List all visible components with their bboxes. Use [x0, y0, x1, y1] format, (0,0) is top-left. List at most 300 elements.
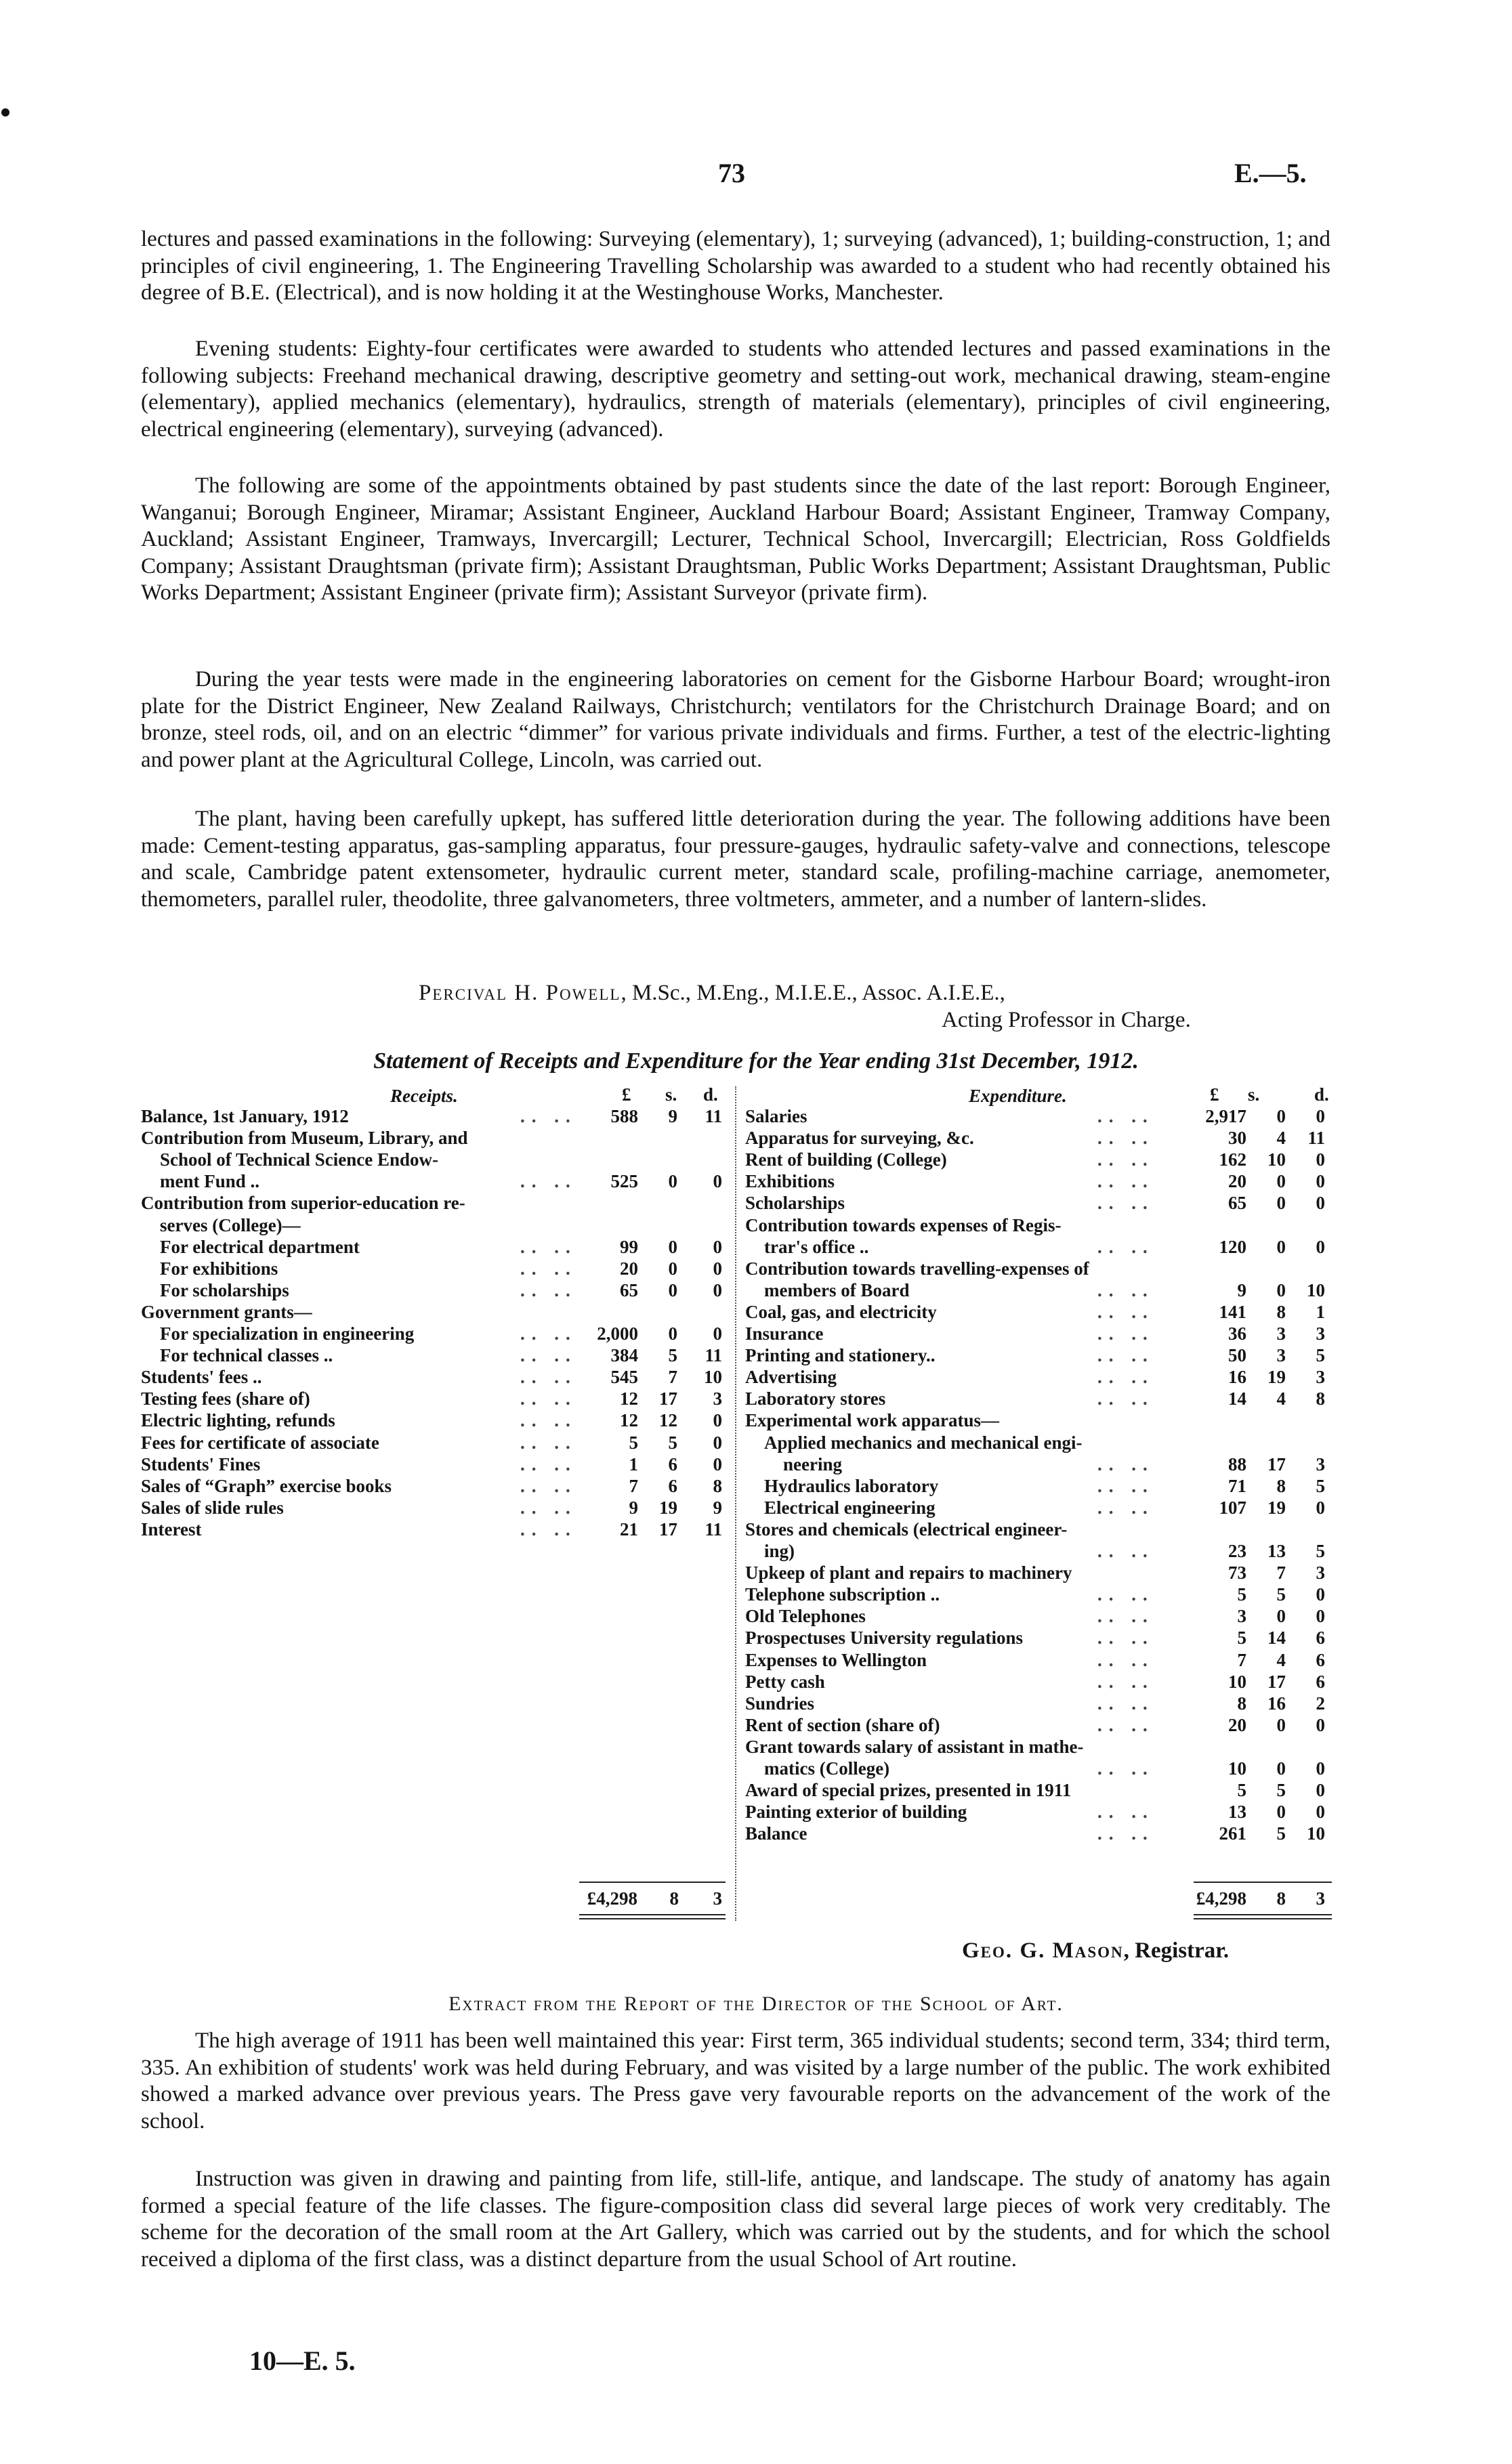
receipts-amount-pence: 10: [704, 1367, 722, 1388]
receipts-row: [141, 1106, 725, 1128]
receipts-item-label: Contribution from superior-education re-: [141, 1193, 465, 1214]
receipts-leader-dots: .. ..: [520, 1236, 577, 1257]
paragraph-scholarship: lectures and passed examinations in the following: Surveying (elementary), 1; surveying (advanced), 1; building-construction, 1; and principles of civil engineering, 1. The Engineering Travelling Scholarship was awarded to a student who had recently obtained his degree of B.E. (Electrical), and is now holding it at the Westinghouse Works, Manchester.: [141, 227, 1330, 305]
receipts-amount-shillings: 17: [659, 1518, 677, 1539]
receipts-item-label: Electric lighting, refunds: [141, 1410, 335, 1431]
expenditure-row: [745, 1606, 1332, 1628]
expenditure-item-label: Salaries: [745, 1106, 807, 1126]
receipts-leader-dots: .. ..: [520, 1171, 577, 1192]
expenditure-leader-dots: .. ..: [1097, 1367, 1154, 1388]
receipts-leader-dots: .. ..: [520, 1323, 577, 1344]
signatory-qualifications: , M.Sc., M.Eng., M.I.E.E., Assoc. A.I.E.E.,: [621, 981, 1005, 1005]
receipts-leader-dots: .. ..: [520, 1518, 577, 1539]
paragraph-school-of-art-instruction: Instruction was given in drawing and painting from life, still-life, antique, and landscape. The study of anatomy has again formed a special feature of the life classes. The figure-composition class did several large pieces of work very creditably. The scheme for the decoration of the small room at the Art Gallery, which was carried out by the students, and for which the school received a diploma of the first class, was a distinct departure from the usual School of Art routine.: [141, 2167, 1330, 2272]
expenditure-leader-dots: .. ..: [1097, 1106, 1154, 1126]
receipts-amount-shillings: 17: [659, 1388, 677, 1409]
expenditure-item-label: Expenses to Wellington: [745, 1649, 927, 1670]
expenditure-leader-dots: .. ..: [1097, 1128, 1154, 1149]
receipts-row: [141, 1476, 725, 1497]
expenditure-amount-shillings: 8: [1276, 1475, 1286, 1496]
expenditure-item-label: Grant towards salary of assistant in mathe-: [745, 1736, 1084, 1757]
expenditure-item-label: Prospectuses University regulations: [745, 1628, 1023, 1649]
receipts-row: [141, 1410, 725, 1432]
expenditure-amount-pounds: 71: [1228, 1475, 1246, 1496]
receipts-leader-dots: .. ..: [520, 1367, 577, 1388]
receipts-pound-head: £: [622, 1084, 631, 1105]
expenditure-amount-shillings: 3: [1276, 1323, 1286, 1344]
expenditure-amount-pence: 3: [1316, 1323, 1325, 1344]
expenditure-row: [745, 1323, 1332, 1345]
receipts-leader-dots: .. ..: [520, 1497, 577, 1518]
expenditure-row: [745, 1302, 1332, 1323]
receipts-amount-pounds: 99: [620, 1236, 638, 1257]
receipts-row: [141, 1519, 725, 1541]
expenditure-item-label: Printing and stationery..: [745, 1345, 936, 1366]
expenditure-amount-pounds: 88: [1228, 1453, 1246, 1474]
expenditure-leader-dots: .. ..: [1097, 1301, 1154, 1322]
expenditure-amount-pounds: 7: [1237, 1649, 1246, 1670]
receipts-amount-shillings: 19: [659, 1497, 677, 1518]
expenditure-amount-pounds: 10: [1228, 1758, 1246, 1779]
expenditure-amount-pounds: 2,917: [1205, 1106, 1246, 1126]
expenditure-leader-dots: .. ..: [1097, 1714, 1154, 1735]
receipts-item-label: Contribution from Museum, Library, and: [141, 1128, 468, 1149]
receipts-item-label: Fees for certificate of associate: [141, 1432, 379, 1453]
registrar-title: , Registrar.: [1123, 1938, 1230, 1963]
expenditure-leader-dots: .. ..: [1097, 1823, 1154, 1844]
receipts-column: [141, 1106, 725, 1580]
expenditure-amount-pounds: 20: [1228, 1171, 1246, 1192]
statement-title: Statement of Receipts and Expenditure for the Year ending 31st December, 1912.: [373, 1048, 1139, 1074]
receipts-total-pounds: £4,298: [587, 1888, 637, 1909]
expenditure-amount-pence: 0: [1316, 1106, 1325, 1126]
expenditure-leader-dots: .. ..: [1097, 1758, 1154, 1779]
expenditure-leader-dots: .. ..: [1097, 1323, 1154, 1344]
expenditure-row: [745, 1367, 1332, 1388]
expenditure-amount-shillings: 14: [1267, 1628, 1286, 1649]
expenditure-amount-shillings: 10: [1267, 1149, 1286, 1170]
receipts-leader-dots: .. ..: [520, 1258, 577, 1279]
receipts-amount-pence: 0: [713, 1410, 722, 1431]
expenditure-amount-shillings: 0: [1276, 1193, 1286, 1214]
expenditure-amount-pence: 6: [1316, 1649, 1325, 1670]
expenditure-amount-pence: 5: [1316, 1475, 1325, 1496]
expenditure-row: [745, 1432, 1332, 1454]
expenditure-amount-shillings: 13: [1267, 1541, 1286, 1561]
receipts-row: [141, 1497, 725, 1519]
receipts-amount-shillings: 0: [668, 1236, 677, 1257]
expenditure-amount-pounds: 30: [1228, 1128, 1246, 1149]
paragraph-plant: The plant, having been carefully upkept, has suffered little deterioration during the year. The following additions have been made: Cement-testing apparatus, gas-sampling apparatus, four pressure-gauges, hydraulic safety-valve and connections, telescope and scale, Cambridge patent extensometer, hydraulic current meter, standard scale, profiling-machine carriage, anemometer, themometers, parallel ruler, theodolite, three galvanometers, three voltmeters, ammeter, and a number of lantern-slides.: [141, 807, 1330, 912]
expenditure-amount-pounds: 10: [1228, 1671, 1246, 1692]
receipts-item-label: ment Fund ..: [160, 1171, 260, 1192]
receipts-total-shillings: 8: [669, 1888, 679, 1909]
expenditure-leader-dots: .. ..: [1097, 1345, 1154, 1366]
receipts-row: [141, 1171, 725, 1193]
receipts-pence-head: d.: [703, 1084, 718, 1105]
expenditure-amount-pounds: 50: [1228, 1345, 1246, 1366]
expenditure-amount-pence: 2: [1316, 1693, 1325, 1714]
receipts-amount-pounds: 20: [620, 1258, 638, 1279]
expenditure-row: [745, 1802, 1332, 1823]
receipts-amount-pounds: 7: [629, 1475, 638, 1496]
expenditure-item-label: Sundries: [745, 1693, 815, 1714]
expenditure-row: [745, 1280, 1332, 1302]
receipts-item-label: Sales of slide rules: [141, 1497, 284, 1518]
expenditure-amount-pence: 3: [1316, 1367, 1325, 1388]
expenditure-row: [745, 1737, 1332, 1758]
expenditure-item-label: trar's office ..: [764, 1236, 869, 1257]
receipts-item-label: Students' Fines: [141, 1453, 261, 1474]
expenditure-leader-dots: .. ..: [1097, 1628, 1154, 1649]
expenditure-row: [745, 1149, 1332, 1171]
expenditure-amount-shillings: 0: [1276, 1606, 1286, 1627]
expenditure-item-label: Award of special prizes, presented in 1911: [745, 1780, 1072, 1801]
expenditure-amount-shillings: 4: [1276, 1388, 1286, 1409]
expenditure-total-double-rule-1: [1194, 1914, 1332, 1915]
expenditure-leader-dots: .. ..: [1097, 1171, 1154, 1192]
expenditure-amount-shillings: 19: [1267, 1497, 1286, 1518]
expenditure-row: [745, 1650, 1332, 1672]
expenditure-row: [745, 1693, 1332, 1715]
expenditure-amount-shillings: 3: [1276, 1345, 1286, 1366]
receipts-row: [141, 1388, 725, 1410]
receipts-amount-shillings: 0: [668, 1323, 677, 1344]
receipts-amount-pence: 11: [705, 1106, 722, 1126]
expenditure-leader-dots: .. ..: [1097, 1693, 1154, 1714]
receipts-heading: Receipts.: [390, 1086, 458, 1106]
receipts-total-pence: 3: [713, 1888, 722, 1909]
expenditure-amount-pence: 8: [1316, 1388, 1325, 1409]
expenditure-row: [745, 1519, 1332, 1541]
receipts-amount-shillings: 0: [668, 1258, 677, 1279]
expenditure-total-double-rule-2: [1194, 1918, 1332, 1919]
receipts-leader-dots: .. ..: [520, 1106, 577, 1126]
receipts-amount-shillings: 0: [668, 1279, 677, 1300]
receipts-amount-pence: 8: [713, 1475, 722, 1496]
paragraph-appointments: The following are some of the appointments obtained by past students since the date of the last report: Borough Engineer, Wanganui; Borough Engineer, Miramar; Assistant Engineer, Auckland Harbour Board; Assistant Engineer, Tramway Company, Auckland; Assistant Engineer, Tramways, Invercargill; Lecturer, Technical School, Invercargill; Electrician, Ross Goldfields Company; Assistant Draughtsman (private firm); Assistant Draughtsman, Public Works Department; Assistant Draughtsman, Public Works Department; Assistant Engineer (private firm); Assistant Surveyor (private firm).: [141, 473, 1330, 605]
receipts-row: [141, 1367, 725, 1388]
receipts-amount-shillings: 12: [659, 1410, 677, 1431]
expenditure-leader-dots: .. ..: [1097, 1193, 1154, 1214]
receipts-amount-pounds: 2,000: [597, 1323, 638, 1344]
receipts-leader-dots: .. ..: [520, 1453, 577, 1474]
expenditure-amount-pence: 0: [1316, 1780, 1325, 1801]
expenditure-amount-pounds: 23: [1228, 1541, 1246, 1561]
expenditure-amount-shillings: 8: [1276, 1301, 1286, 1322]
expenditure-item-label: Contribution towards travelling-expenses of: [745, 1258, 1089, 1279]
expenditure-row: [745, 1258, 1332, 1280]
expenditure-row: [745, 1128, 1332, 1149]
expenditure-amount-pounds: 65: [1228, 1193, 1246, 1214]
signatory-title: Acting Professor in Charge.: [942, 1008, 1191, 1032]
receipts-row: [141, 1302, 725, 1323]
expenditure-leader-dots: .. ..: [1097, 1649, 1154, 1670]
receipts-leader-dots: .. ..: [520, 1388, 577, 1409]
expenditure-amount-pounds: 73: [1228, 1563, 1246, 1584]
receipts-amount-shillings: 9: [668, 1106, 677, 1126]
paragraph-tests: During the year tests were made in the engineering laboratories on cement for the Gisborne Harbour Board; wrought-iron plate for the District Engineer, New Zealand Railways, Christchurch; ventilators for the Christchurch Drainage Board; and on bronze, steel rods, oil, and on an electric “dimmer” for various private individuals and firms. Further, a test of the electric-lighting and power plant at the Agricultural College, Lincoln, was carried out.: [141, 667, 1330, 772]
expenditure-amount-shillings: 16: [1267, 1693, 1286, 1714]
expenditure-amount-pence: 0: [1316, 1584, 1325, 1605]
expenditure-amount-pence: 0: [1316, 1149, 1325, 1170]
receipts-total-rule: [579, 1882, 726, 1883]
receipts-amount-pounds: 21: [620, 1518, 638, 1539]
expenditure-row: [745, 1193, 1332, 1214]
expenditure-item-label: Balance: [745, 1823, 807, 1844]
expenditure-row: [745, 1823, 1332, 1845]
signatory-name: Percival H. Powell: [419, 981, 621, 1005]
expenditure-leader-dots: .. ..: [1097, 1584, 1154, 1605]
receipts-amount-pence: 11: [705, 1345, 722, 1366]
receipts-total-double-rule-2: [579, 1918, 726, 1919]
expenditure-item-label: ing): [764, 1541, 795, 1561]
section-heading: Extract from the Report of the Director of the School of Art.: [448, 1993, 1064, 2015]
receipts-amount-pence: 0: [713, 1236, 722, 1257]
expenditure-amount-pounds: 5: [1237, 1780, 1246, 1801]
expenditure-row: [745, 1388, 1332, 1410]
expenditure-item-label: Scholarships: [745, 1193, 845, 1214]
expenditure-row: [745, 1410, 1332, 1432]
expenditure-leader-dots: .. ..: [1097, 1671, 1154, 1692]
expenditure-row: [745, 1758, 1332, 1780]
expenditure-leader-dots: .. ..: [1097, 1388, 1154, 1409]
expenditure-amount-shillings: 5: [1276, 1584, 1286, 1605]
expenditure-item-label: Rent of building (College): [745, 1149, 947, 1170]
registrar-name: Geo. G. Mason: [962, 1938, 1124, 1963]
expenditure-item-label: Hydraulics laboratory: [764, 1475, 939, 1496]
receipts-amount-pence: 0: [713, 1453, 722, 1474]
expenditure-leader-dots: .. ..: [1097, 1149, 1154, 1170]
expenditure-amount-pence: 0: [1316, 1758, 1325, 1779]
receipts-item-label: For electrical department: [160, 1236, 360, 1257]
expenditure-total-shillings: 8: [1276, 1888, 1286, 1909]
expenditure-amount-shillings: 5: [1276, 1780, 1286, 1801]
receipts-amount-pence: 0: [713, 1432, 722, 1453]
expenditure-amount-pounds: 5: [1237, 1628, 1246, 1649]
expenditure-amount-pence: 0: [1316, 1193, 1325, 1214]
expenditure-row: [745, 1106, 1332, 1128]
page-number: 73: [718, 158, 745, 188]
receipts-amount-pounds: 384: [610, 1345, 638, 1366]
signature-mason: [962, 1937, 1229, 1964]
receipts-item-label: For scholarships: [160, 1279, 289, 1300]
receipts-amount-pence: 0: [713, 1279, 722, 1300]
document-reference: E.—5.: [1234, 158, 1307, 188]
expenditure-amount-shillings: 17: [1267, 1453, 1286, 1474]
receipts-row: [141, 1432, 725, 1454]
receipts-amount-pence: 9: [713, 1497, 722, 1518]
expenditure-item-label: members of Board: [764, 1279, 910, 1300]
expenditure-item-label: Apparatus for surveying, &c.: [745, 1128, 974, 1149]
receipts-amount-pounds: 12: [620, 1410, 638, 1431]
expenditure-amount-pence: 10: [1307, 1823, 1325, 1844]
expenditure-amount-pence: 5: [1316, 1345, 1325, 1366]
expenditure-amount-pounds: 13: [1228, 1802, 1246, 1823]
receipts-item-label: serves (College)—: [160, 1214, 301, 1235]
expenditure-item-label: Experimental work apparatus—: [745, 1410, 1000, 1431]
receipts-amount-shillings: 6: [668, 1453, 677, 1474]
expenditure-amount-pence: 5: [1316, 1541, 1325, 1561]
expenditure-item-label: Contribution towards expenses of Regis-: [745, 1214, 1062, 1235]
expenditure-amount-pence: 11: [1307, 1128, 1325, 1149]
expenditure-amount-pence: 1: [1316, 1301, 1325, 1322]
receipts-amount-shillings: 7: [668, 1367, 677, 1388]
expenditure-row: [745, 1715, 1332, 1737]
receipts-amount-pence: 0: [713, 1258, 722, 1279]
expenditure-amount-pounds: 261: [1219, 1823, 1246, 1844]
expenditure-amount-shillings: 0: [1276, 1171, 1286, 1192]
receipts-row: [141, 1454, 725, 1476]
expenditure-leader-dots: .. ..: [1097, 1475, 1154, 1496]
expenditure-amount-shillings: 19: [1267, 1367, 1286, 1388]
expenditure-item-label: Old Telephones: [745, 1606, 866, 1627]
expenditure-amount-pounds: 5: [1237, 1584, 1246, 1605]
expenditure-amount-pence: 0: [1316, 1714, 1325, 1735]
receipts-amount-pounds: 9: [629, 1497, 638, 1518]
receipts-row: [141, 1345, 725, 1367]
receipts-item-label: Students' fees ..: [141, 1367, 262, 1388]
receipts-leader-dots: .. ..: [520, 1410, 577, 1431]
expenditure-pence-head: d.: [1314, 1084, 1329, 1105]
receipts-leader-dots: .. ..: [520, 1279, 577, 1300]
receipts-leader-dots: .. ..: [520, 1345, 577, 1366]
expenditure-item-label: Upkeep of plant and repairs to machinery: [745, 1563, 1072, 1584]
expenditure-amount-pence: 0: [1316, 1171, 1325, 1192]
receipts-shilling-head: s.: [665, 1084, 677, 1105]
expenditure-amount-pence: 3: [1316, 1563, 1325, 1584]
expenditure-row: [745, 1237, 1332, 1258]
expenditure-item-label: Petty cash: [745, 1671, 825, 1692]
expenditure-total-rule: [1194, 1882, 1332, 1883]
receipts-row: [141, 1323, 725, 1345]
receipts-amount-pounds: 545: [610, 1367, 638, 1388]
receipts-amount-pence: 0: [713, 1323, 722, 1344]
expenditure-row: [745, 1454, 1332, 1476]
expenditure-shilling-head: s.: [1248, 1084, 1260, 1105]
expenditure-item-label: Laboratory stores: [745, 1388, 886, 1409]
expenditure-leader-dots: .. ..: [1097, 1802, 1154, 1823]
expenditure-amount-shillings: 0: [1276, 1236, 1286, 1257]
paragraph-evening-students: Evening students: Eighty-four certificates were awarded to students who attended lectures and passed examinations in the following subjects: Freehand mechanical drawing, descriptive geometry and setting-out work, mechanical drawing, steam-engine (elementary), applied mechanics (elementary), hydraulics, strength of materials (elementary), principles of civil engineering, electrical engineering (elementary), surveying (advanced).: [141, 337, 1330, 442]
expenditure-item-label: matics (College): [764, 1758, 890, 1779]
expenditure-pound-head: £: [1210, 1084, 1219, 1105]
receipts-row: [141, 1258, 725, 1280]
expenditure-amount-shillings: 7: [1276, 1563, 1286, 1584]
receipts-item-label: Balance, 1st January, 1912: [141, 1106, 349, 1126]
paragraph-school-of-art-attendance: The high average of 1911 has been well maintained this year: First term, 365 individual students; second term, 334; third term, 335. An exhibition of students' work was held during February, and was visited by a large number of the public. The work exhibited showed a marked advance over previous years. The Press gave very favourable reports on the advancement of the work of the school.: [141, 2028, 1330, 2133]
expenditure-amount-pence: 10: [1307, 1279, 1325, 1300]
expenditure-amount-pence: 0: [1316, 1497, 1325, 1518]
expenditure-row: [745, 1476, 1332, 1497]
receipts-row: [141, 1280, 725, 1302]
expenditure-total-pence: 3: [1316, 1888, 1325, 1909]
expenditure-leader-dots: .. ..: [1097, 1453, 1154, 1474]
expenditure-leader-dots: .. ..: [1097, 1606, 1154, 1627]
receipts-row: [141, 1237, 725, 1258]
expenditure-amount-shillings: 0: [1276, 1279, 1286, 1300]
expenditure-leader-dots: .. ..: [1097, 1236, 1154, 1257]
receipts-row: [141, 1149, 725, 1171]
expenditure-amount-shillings: 0: [1276, 1106, 1286, 1126]
receipts-amount-shillings: 5: [668, 1345, 677, 1366]
expenditure-amount-shillings: 4: [1276, 1649, 1286, 1670]
expenditure-leader-dots: .. ..: [1097, 1497, 1154, 1518]
expenditure-amount-shillings: 17: [1267, 1671, 1286, 1692]
receipts-item-label: Testing fees (share of): [141, 1388, 310, 1409]
expenditure-amount-shillings: 4: [1276, 1128, 1286, 1149]
receipts-leader-dots: .. ..: [520, 1432, 577, 1453]
expenditure-item-label: Stores and chemicals (electrical engineer-: [745, 1518, 1068, 1539]
receipts-item-label: For exhibitions: [160, 1258, 278, 1279]
expenditure-amount-pounds: 3: [1237, 1606, 1246, 1627]
receipts-amount-pence: 11: [705, 1518, 722, 1539]
receipts-amount-pence: 0: [713, 1171, 722, 1192]
receipts-total-double-rule-1: [579, 1914, 726, 1915]
expenditure-amount-shillings: 0: [1276, 1802, 1286, 1823]
expenditure-amount-pence: 6: [1316, 1628, 1325, 1649]
expenditure-amount-pounds: 8: [1237, 1693, 1246, 1714]
expenditure-amount-pounds: 9: [1237, 1279, 1246, 1300]
receipts-item-label: Sales of “Graph” exercise books: [141, 1475, 392, 1496]
expenditure-item-label: Rent of section (share of): [745, 1714, 940, 1735]
expenditure-amount-pounds: 36: [1228, 1323, 1246, 1344]
expenditure-amount-pence: 6: [1316, 1671, 1325, 1692]
expenditure-amount-pounds: 120: [1219, 1236, 1246, 1257]
expenditure-item-label: Coal, gas, and electricity: [745, 1301, 937, 1322]
expenditure-row: [745, 1497, 1332, 1519]
expenditure-amount-pounds: 14: [1228, 1388, 1246, 1409]
receipts-item-label: For technical classes ..: [160, 1345, 333, 1366]
expenditure-amount-pounds: 20: [1228, 1714, 1246, 1735]
receipts-row: [141, 1193, 725, 1214]
expenditure-row: [745, 1345, 1332, 1367]
expenditure-amount-pounds: 16: [1228, 1367, 1246, 1388]
receipts-amount-pence: 3: [713, 1388, 722, 1409]
expenditure-heading: Expenditure.: [969, 1086, 1067, 1106]
expenditure-row: [745, 1584, 1332, 1606]
expenditure-item-label: Exhibitions: [745, 1171, 835, 1192]
receipts-item-label: Interest: [141, 1518, 202, 1539]
expenditure-row: [745, 1171, 1332, 1193]
expenditure-amount-pounds: 107: [1219, 1497, 1246, 1518]
expenditure-row: [745, 1780, 1332, 1802]
expenditure-amount-shillings: 0: [1276, 1714, 1286, 1735]
column-divider: [735, 1086, 738, 1921]
expenditure-amount-shillings: 0: [1276, 1758, 1286, 1779]
expenditure-item-label: neering: [783, 1453, 842, 1474]
expenditure-row: [745, 1563, 1332, 1584]
receipts-amount-pounds: 525: [610, 1171, 638, 1192]
expenditure-total-pounds: £4,298: [1196, 1888, 1246, 1909]
receipts-item-label: Government grants—: [141, 1301, 312, 1322]
expenditure-item-label: Telephone subscription ..: [745, 1584, 940, 1605]
expenditure-item-label: Applied mechanics and mechanical engi-: [764, 1432, 1083, 1453]
receipts-item-label: School of Technical Science Endow-: [160, 1149, 439, 1170]
receipts-amount-shillings: 0: [668, 1171, 677, 1192]
receipts-amount-shillings: 6: [668, 1475, 677, 1496]
receipts-amount-pounds: 588: [610, 1106, 638, 1126]
expenditure-amount-shillings: 5: [1276, 1823, 1286, 1844]
expenditure-item-label: Advertising: [745, 1367, 837, 1388]
expenditure-leader-dots: .. ..: [1097, 1279, 1154, 1300]
expenditure-amount-pounds: 162: [1219, 1149, 1246, 1170]
expenditure-column: [745, 1106, 1332, 1878]
expenditure-item-label: Painting exterior of building: [745, 1802, 967, 1823]
receipts-row: [141, 1128, 725, 1149]
signature-mark: 10—E. 5.: [249, 2345, 356, 2376]
expenditure-row: [745, 1215, 1332, 1237]
